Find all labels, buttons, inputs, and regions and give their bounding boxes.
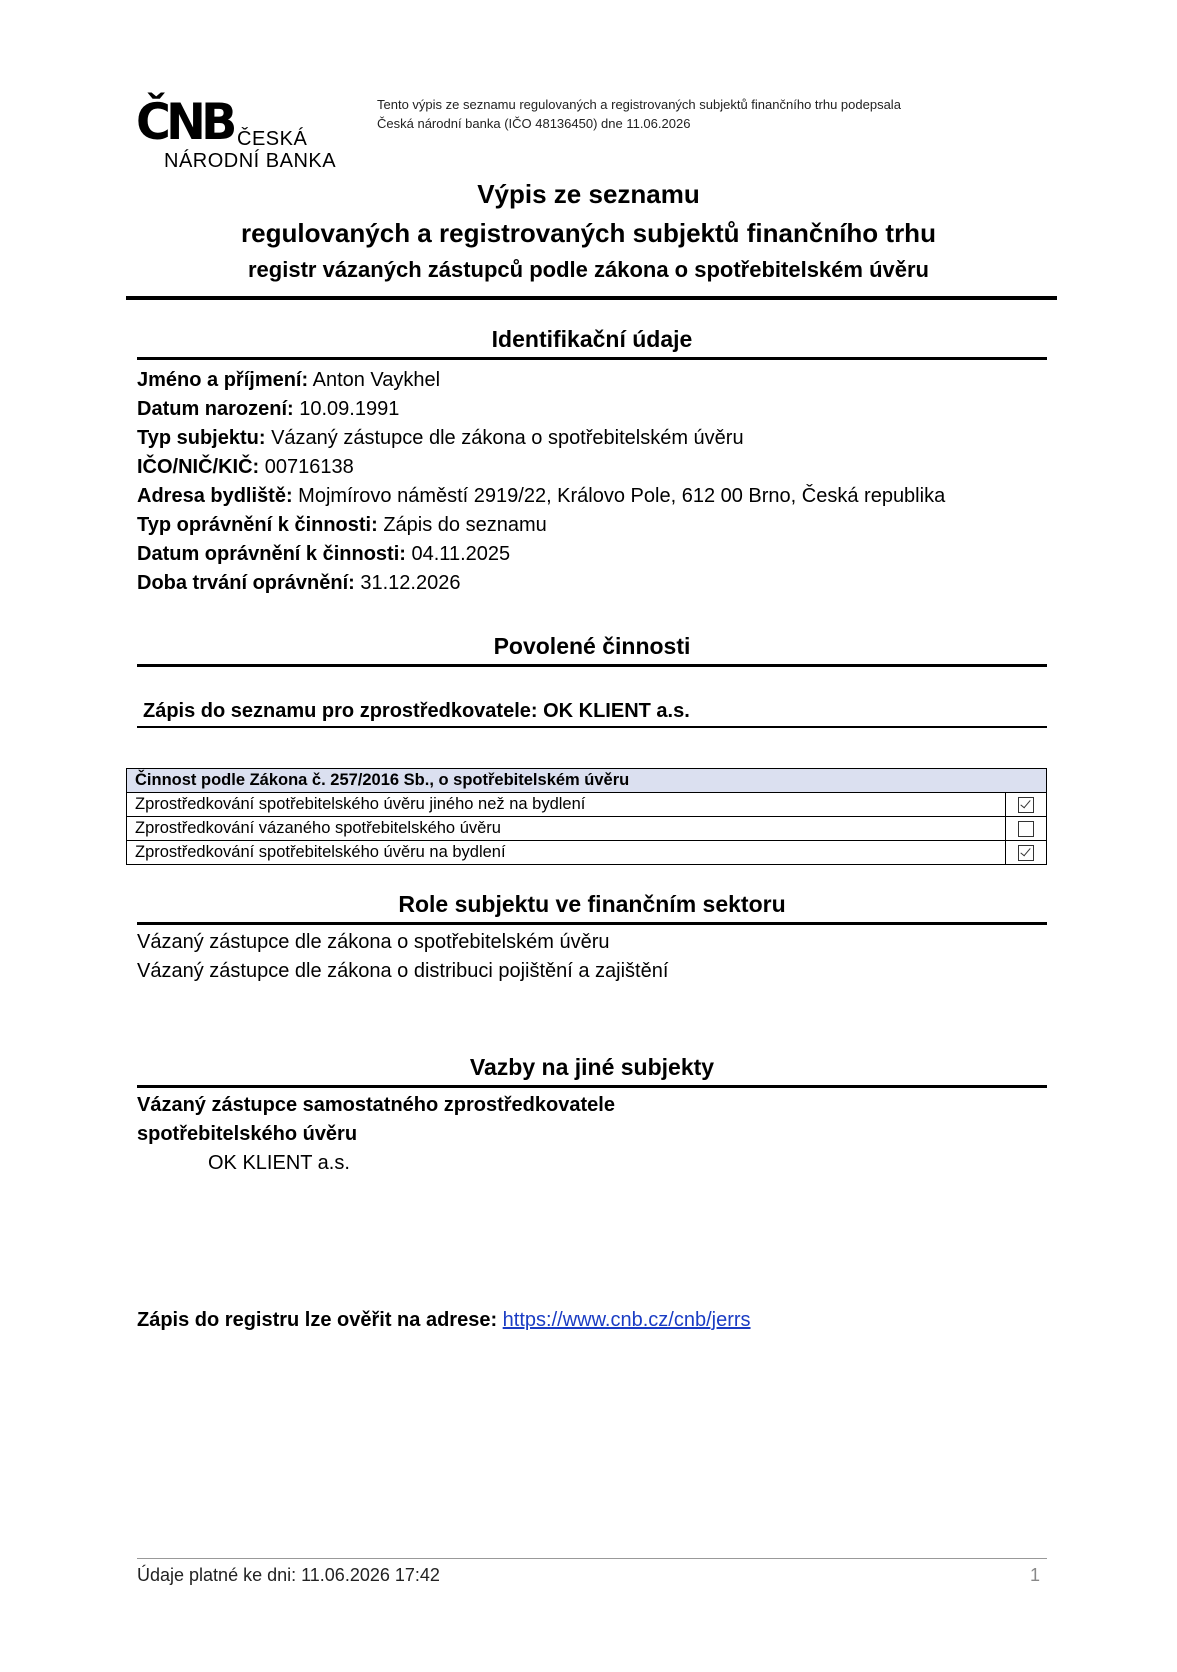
identification-heading: Identifikační údaje [137,326,1047,360]
field-value: Mojmírovo náměstí 2919/22, Královo Pole, 612 00 Brno, Česká republika [298,485,946,507]
field-value: 00716138 [264,456,354,478]
signature-note-line1: Tento výpis ze seznamu regulovaných a registrovaných subjektů finančního trhu podepsala [377,97,901,112]
activity-checkbox-cell [1006,841,1047,865]
logo-text-line2: NÁRODNÍ BANKA [164,150,337,172]
links-heading: Vazby na jiné subjekty [137,1054,1047,1088]
logo-mark: ČNB [136,93,233,151]
field-label: Typ oprávnění k činnosti: [137,514,378,536]
table-row [127,841,1047,865]
activity-label: Zprostředkování spotřebitelského úvěru na bydlení [127,841,1006,865]
footer-valid-date: Údaje platné ke dni: 11.06.2026 17:42 [137,1565,440,1585]
field-value: Anton Vaykhel [312,369,441,391]
checkbox-checked[interactable] [1018,845,1034,861]
field-label: Jméno a příjmení: [137,369,309,391]
checkbox-checked[interactable] [1018,797,1034,813]
table-header-row [127,769,1047,793]
role-item: Vázaný zástupce dle zákona o spotřebitelském úvěru [137,931,610,953]
field-authorization-duration [137,569,460,597]
activity-checkbox-cell [1006,817,1047,841]
role-item: Vázaný zástupce dle zákona o distribuci pojištění a zajištění [137,960,669,982]
page-number: 1 [1030,1565,1041,1585]
field-address [137,482,945,510]
field-value: 10.09.1991 [299,398,400,420]
title-divider [126,296,1057,300]
field-subject-type [137,424,744,452]
relation-type-line1: Vázaný zástupce samostatného zprostředkovatele [137,1094,615,1116]
field-authorization-type [137,511,547,539]
field-authorization-date [137,540,510,568]
field-label: Doba trvání oprávnění: [137,572,355,594]
table-header-cell: Činnost podle Zákona č. 257/2016 Sb., o spotřebitelském úvěru [127,769,1047,793]
verify-label: Zápis do registru lze ověřit na adrese: [137,1309,498,1331]
field-label: Datum narození: [137,398,294,420]
verify-link[interactable]: https://www.cnb.cz/cnb/jerrs [502,1309,751,1331]
related-entity: OK KLIENT a.s. [208,1152,350,1174]
field-value: 31.12.2026 [360,572,461,594]
activities-table [126,768,1047,865]
footer-divider [137,1558,1047,1559]
field-ico [137,453,354,481]
field-birth-date [137,395,399,423]
field-value: Vázaný zástupce dle zákona o spotřebitelském úvěru [271,427,744,449]
document-title-line1: Výpis ze seznamu [477,179,700,209]
document-title-line2: regulovaných a registrovaných subjektů finančního trhu [241,218,936,248]
activity-label: Zprostředkování vázaného spotřebitelského úvěru [127,817,1006,841]
field-value: 04.11.2025 [411,543,511,565]
intermediary-subheading: Zápis do seznamu pro zprostředkovatele: OK KLIENT a.s. [137,700,1047,728]
field-name [137,366,440,394]
table-row [127,817,1047,841]
document-title-line3: registr vázaných zástupců podle zákona o spotřebitelském úvěru [248,257,929,282]
field-label: IČO/NIČ/KIČ: [137,456,260,478]
relation-type-line2: spotřebitelského úvěru [137,1123,358,1145]
field-label: Datum oprávnění k činnosti: [137,543,406,565]
roles-heading: Role subjektu ve finančním sektoru [137,891,1047,925]
table-row [127,793,1047,817]
field-label: Typ subjektu: [137,427,266,449]
signature-note-line2: Česká národní banka (IČO 48136450) dne 11.06.2026 [377,116,691,131]
cnb-logo [136,94,346,174]
checkbox-unchecked[interactable] [1018,821,1034,837]
activity-checkbox-cell [1006,793,1047,817]
activities-heading: Povolené činnosti [137,633,1047,667]
field-label: Adresa bydliště: [137,485,293,507]
field-value: Zápis do seznamu [383,514,547,536]
logo-text-line1: ČESKÁ [237,128,308,150]
activity-label: Zprostředkování spotřebitelského úvěru jiného než na bydlení [127,793,1006,817]
signature-note [377,95,997,133]
verify-line [137,1309,751,1332]
